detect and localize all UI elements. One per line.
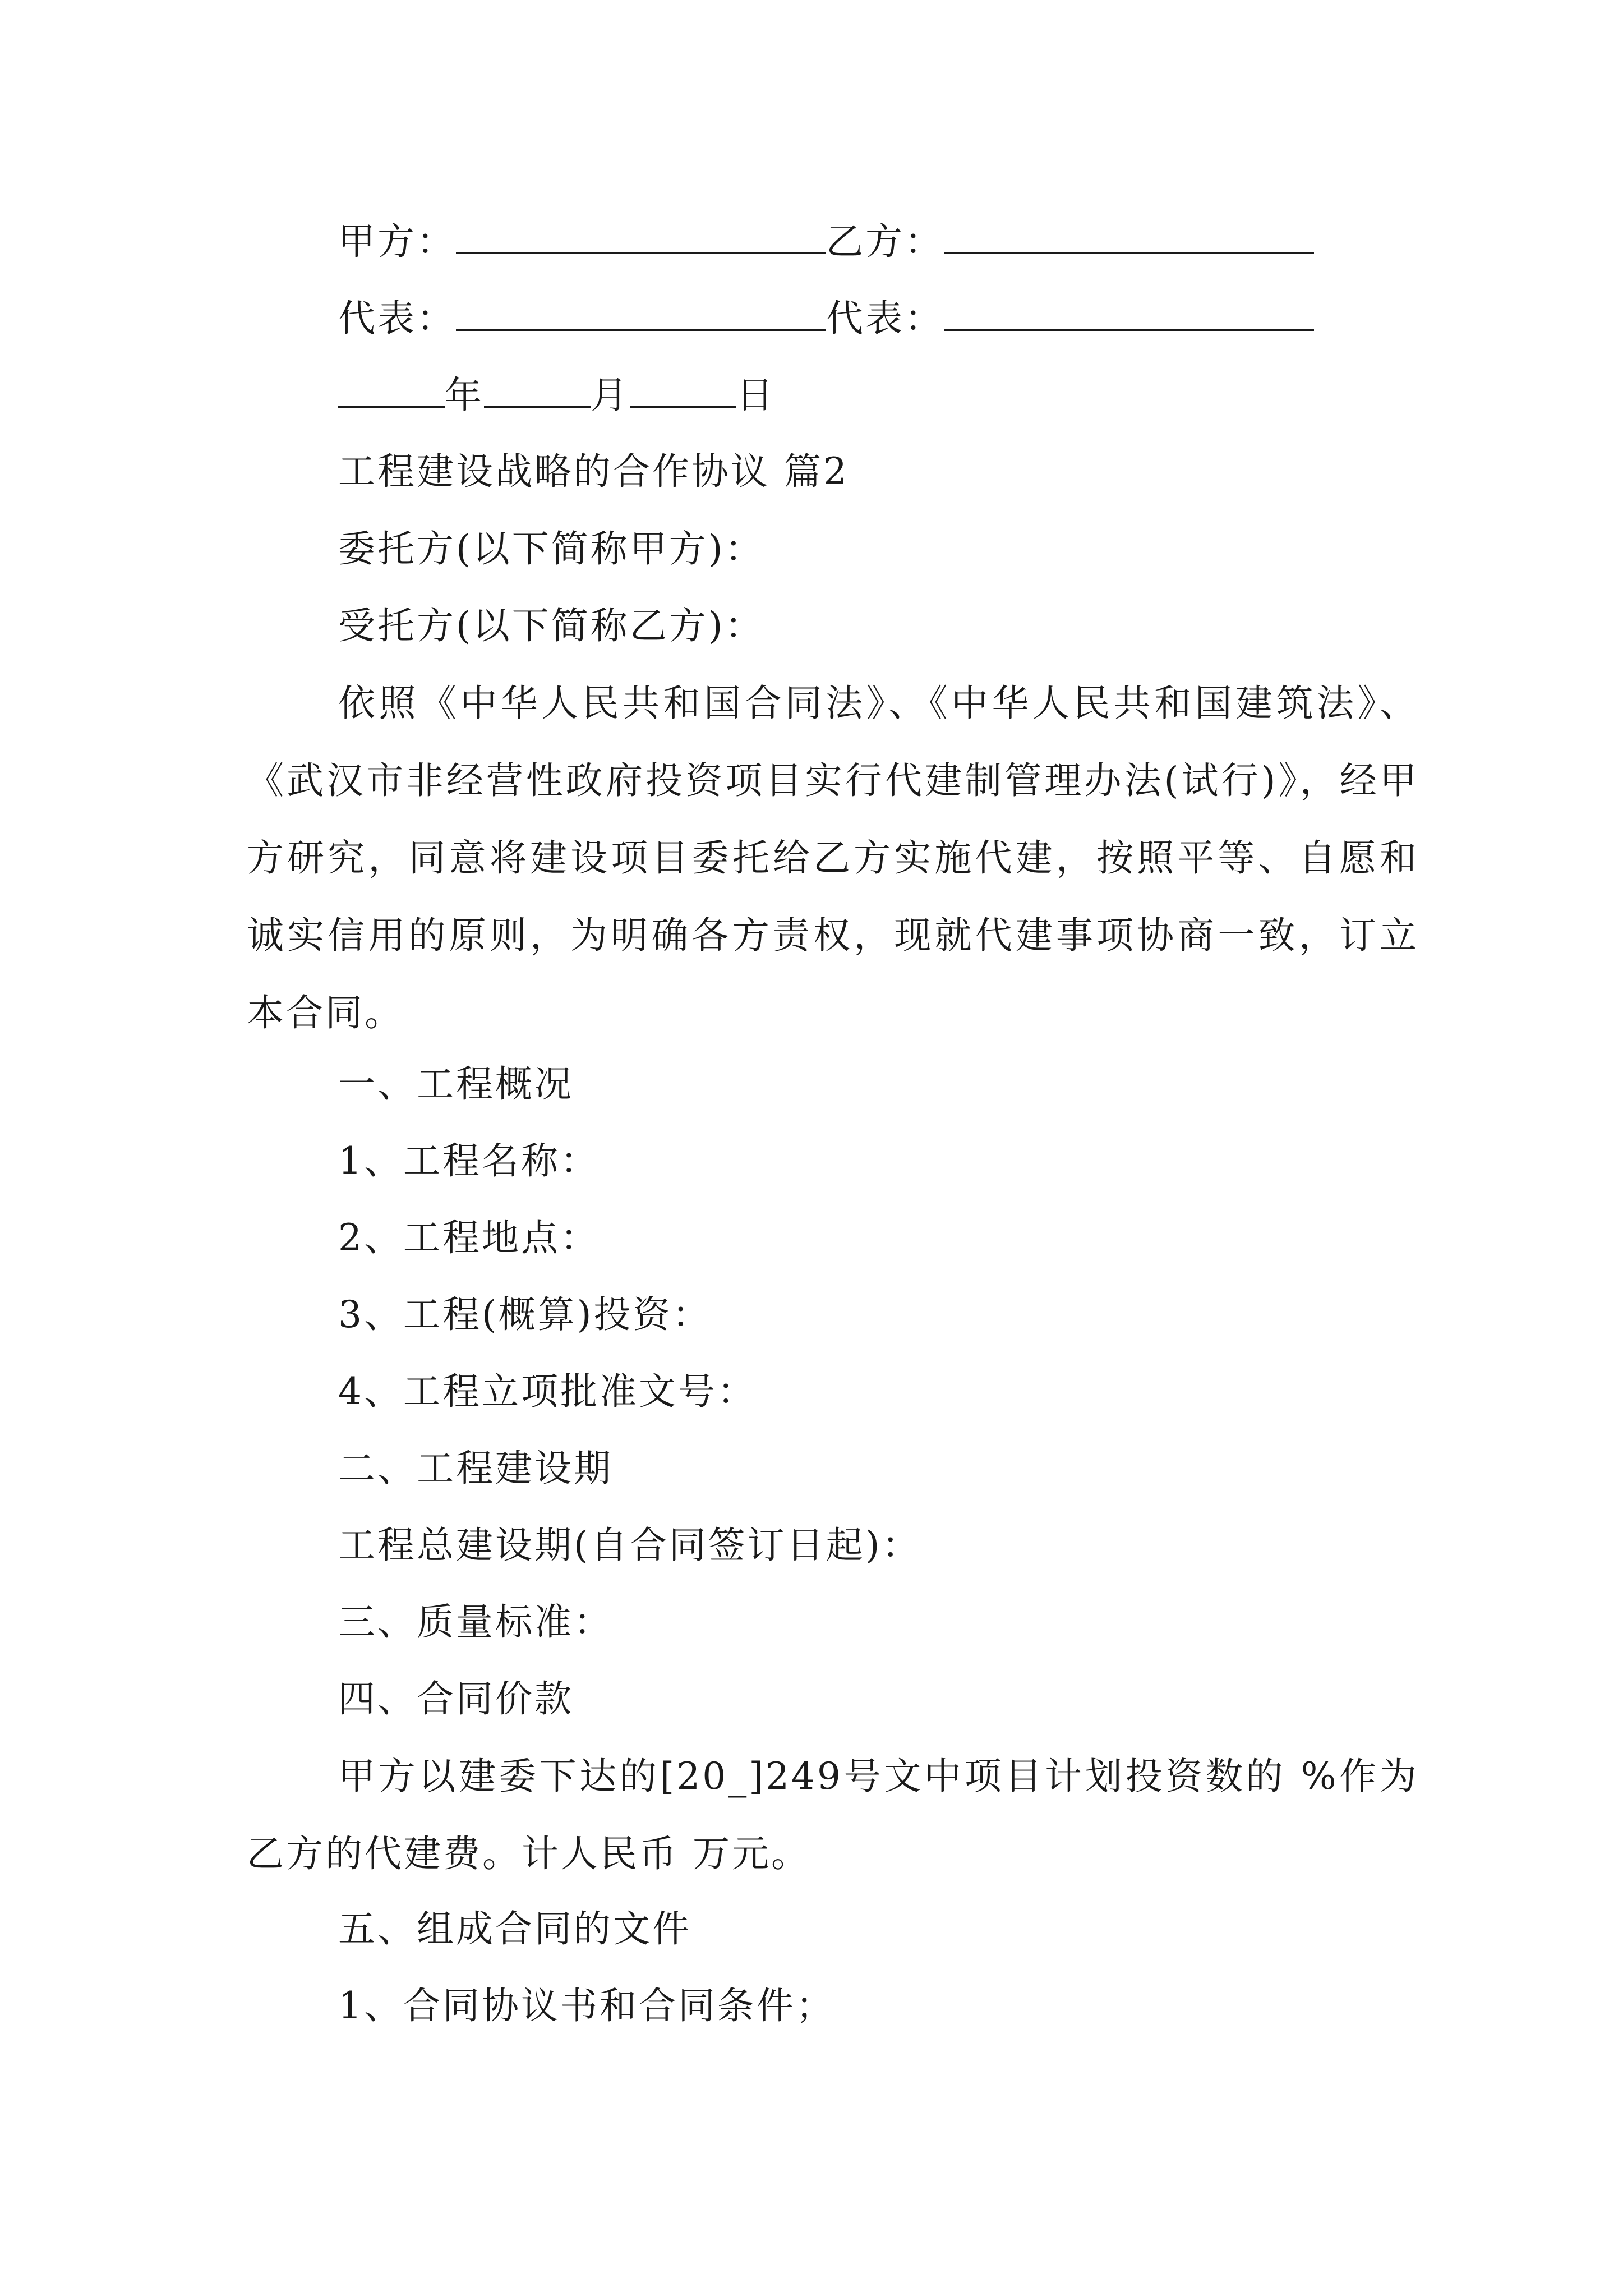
party-b-blank	[944, 223, 1314, 254]
item-project-investment: 3、工程(概算)投资：	[338, 1293, 712, 1336]
party-b-label: 乙方：	[826, 220, 944, 263]
signature-row-representatives	[338, 297, 1314, 340]
heading-contract-documents: 五、组成合同的文件	[338, 1907, 691, 1950]
month-blank	[484, 377, 591, 408]
month-label: 月	[591, 374, 630, 417]
item-approval-number: 4、工程立项批准文号：	[338, 1370, 757, 1413]
signature-row-parties	[338, 220, 1314, 263]
rep-a-blank	[456, 300, 826, 331]
rep-b-blank	[944, 300, 1314, 331]
year-label: 年	[445, 374, 484, 417]
party-a-blank	[456, 223, 826, 254]
party-a-label: 甲方：	[338, 220, 456, 263]
rep-a-label: 代表：	[338, 297, 456, 340]
day-blank	[630, 377, 736, 408]
rep-b-label: 代表：	[826, 297, 944, 340]
client-line: 委托方(以下简称甲方)：	[338, 527, 764, 570]
heading-quality-standard: 三、质量标准：	[338, 1600, 613, 1644]
intro-paragraph: 依照《中华人民共和国合同法》、《中华人民共和国建筑法》、《武汉市非经营性政府投资项目实行代建制管理办法(试行)》，经甲方研究，同意将建设项目委托给乙方实施代建，按照平等、自愿和诚实信用的原则，为明确各方责权，现就代建事项协商一致，订立本合同。	[247, 682, 1419, 1034]
item-project-name: 1、工程名称：	[338, 1139, 600, 1182]
fee-paragraph: 甲方以建委下达的[20_]249号文中项目计划投资数的 %作为乙方的代建费。计人民币 万元。	[247, 1755, 1419, 1875]
section-title: 工程建设战略的合作协议 篇2	[338, 450, 849, 493]
heading-construction-period: 二、工程建设期	[338, 1447, 613, 1490]
heading-project-overview: 一、工程概况	[338, 1062, 574, 1106]
signature-date-row	[338, 374, 776, 417]
item-agreement-conditions: 1、合同协议书和合同条件；	[338, 1984, 835, 2027]
year-blank	[338, 377, 445, 408]
day-label: 日	[736, 374, 776, 417]
agent-line: 受托方(以下简称乙方)：	[338, 604, 764, 647]
item-total-period: 工程总建设期(自合同签订日起)：	[338, 1524, 921, 1567]
heading-contract-price: 四、合同价款	[338, 1677, 574, 1720]
item-project-location: 2、工程地点：	[338, 1216, 600, 1259]
